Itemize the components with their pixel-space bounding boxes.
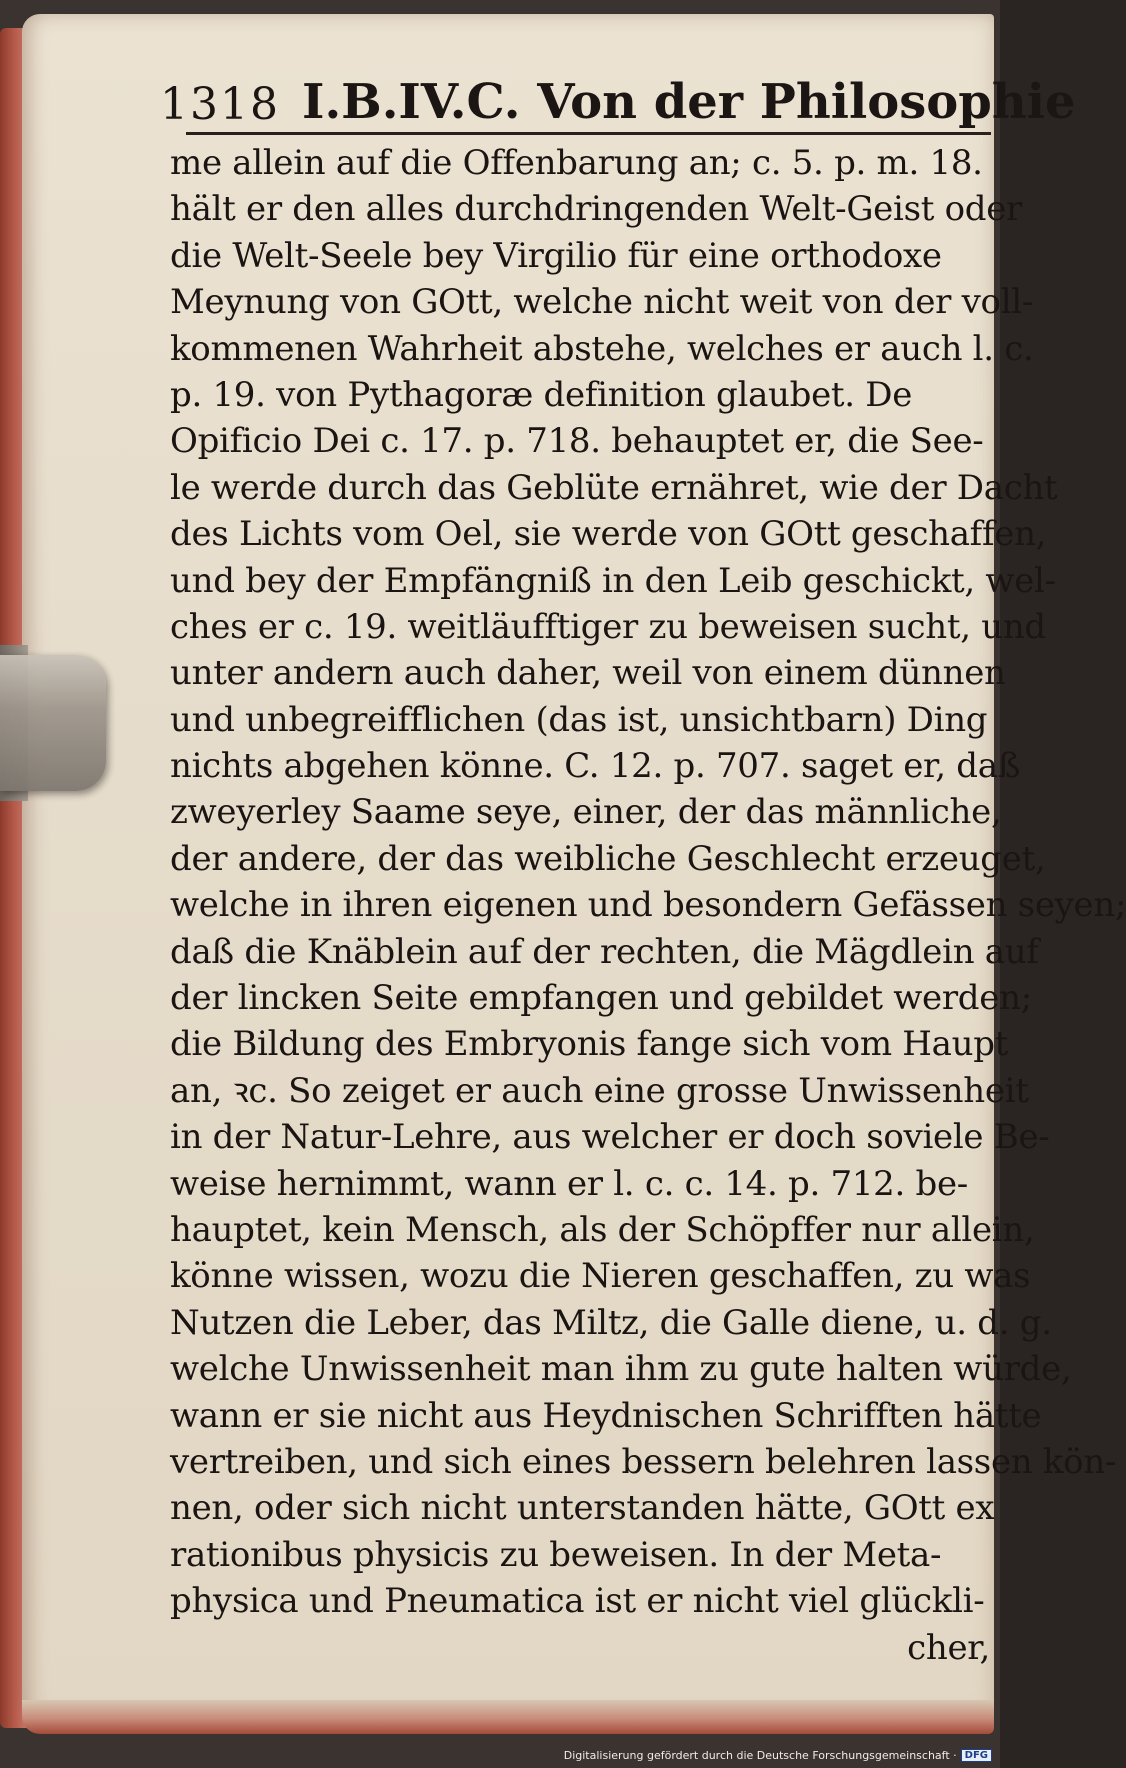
text-line: Nutzen die Leber, das Miltz, die Galle diene, u. d. g.	[170, 1302, 1052, 1343]
page-number: 1318	[160, 79, 280, 130]
text-line: könne wissen, wozu die Nieren geschaffen, zu was	[170, 1256, 1031, 1297]
text-line: le werde durch das Geblüte ernähret, wie der Dacht	[170, 467, 1058, 508]
text-line: die Bildung des Embryonis fange sich vom Haupt	[170, 1024, 1009, 1065]
text-line: Meynung von GOtt, welche nicht weit von der voll-	[170, 282, 1034, 323]
text-line: kommenen Wahrheit abstehe, welches er auch l. c.	[170, 328, 1034, 369]
running-header	[160, 52, 1076, 130]
text-line: wann er sie nicht aus Heydnischen Schrifften hätte	[170, 1395, 1042, 1436]
text-line: Opificio Dei c. 17. p. 718. behauptet er, die See-	[170, 421, 984, 462]
header-rule	[186, 132, 991, 135]
text-line: zweyerley Saame seye, einer, der das männliche,	[170, 792, 1002, 833]
text-line: daß die Knäblein auf der rechten, die Mägdlein auf	[170, 931, 1039, 972]
text-line: in der Natur-Lehre, aus welcher er doch soviele Be-	[170, 1117, 1050, 1158]
text-line: des Lichts vom Oel, sie werde von GOtt geschaffen,	[170, 514, 1047, 555]
text-line: nen, oder sich nicht unterstanden hätte, GOtt ex	[170, 1488, 995, 1529]
text-line: und bey der Empfängniß in den Leib geschickt, wel-	[170, 560, 1056, 601]
text-line: rationibus physicis zu beweisen. In der Meta-	[170, 1534, 942, 1575]
text-line: der lincken Seite empfangen und gebildet werden;	[170, 978, 1032, 1019]
text-line: an, ꝛc. So zeiget er auch eine grosse Unwissenheit	[170, 1070, 1029, 1111]
digitization-credit	[564, 1749, 992, 1762]
text-line: weise hernimmt, wann er l. c. c. 14. p. 712. be-	[170, 1163, 968, 1204]
page-bottom-edge	[22, 1700, 994, 1734]
catchword: cher,	[907, 1627, 990, 1668]
book-clasp	[0, 655, 106, 791]
text-line: ches er c. 19. weitläufftiger zu beweisen sucht, und	[170, 606, 1046, 647]
body-text	[170, 140, 1126, 1671]
dfg-logo-icon: DFG	[961, 1749, 992, 1762]
text-line: der andere, der das weibliche Geschlecht erzeuget,	[170, 838, 1046, 879]
text-line: unter andern auch daher, weil von einem dünnen	[170, 653, 1006, 694]
credit-text: Digitalisierung gefördert durch die Deutsche Forschungsgemeinschaft ·	[563, 1749, 957, 1762]
text-line: hauptet, kein Mensch, als der Schöpffer nur allein,	[170, 1209, 1035, 1250]
text-line: und unbegreifflichen (das ist, unsichtbarn) Ding	[170, 699, 988, 740]
text-line: vertreiben, und sich eines bessern belehren lassen kön-	[170, 1441, 1117, 1482]
text-line: me allein auf die Offenbarung an; c. 5. p. m. 18.	[170, 143, 983, 183]
text-line: hält er den alles durchdringenden Welt-Geist oder	[170, 189, 1023, 230]
running-title: I.B.IV.C. Von der Philosophie	[301, 74, 1076, 130]
text-line: die Welt-Seele bey Virgilio für eine orthodoxe	[170, 235, 942, 276]
text-line: nichts abgehen könne. C. 12. p. 707. saget er, daß	[170, 746, 1021, 787]
text-line: welche in ihren eigenen und besondern Gefässen seyen;	[170, 885, 1126, 926]
text-line: welche Unwissenheit man ihm zu gute halten würde,	[170, 1349, 1072, 1390]
text-line: p. 19. von Pythagoræ definition glaubet. De	[170, 374, 913, 415]
text-line: physica und Pneumatica ist er nicht viel glückli-	[170, 1581, 985, 1622]
